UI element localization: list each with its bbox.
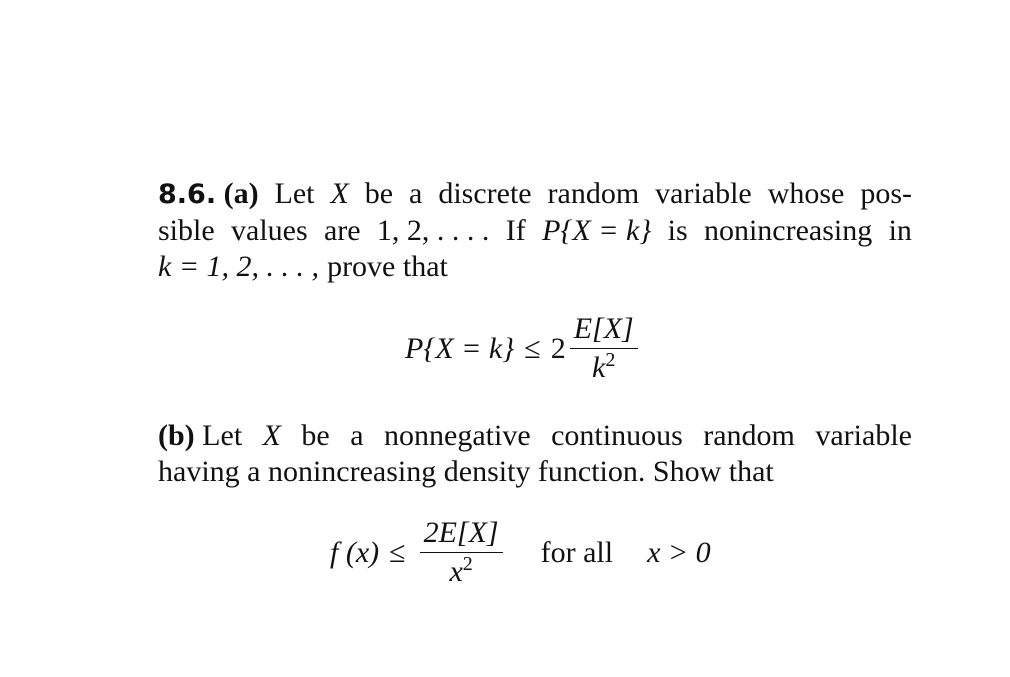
part-a-paragraph xyxy=(158,176,912,285)
word: in xyxy=(888,214,912,247)
inequality-a xyxy=(405,312,642,385)
math-expr: 1, 2, . . . . xyxy=(376,214,490,247)
math-var: X xyxy=(330,177,349,210)
fraction-denominator xyxy=(592,349,615,385)
part-b-line-2 xyxy=(158,454,912,490)
word: pos- xyxy=(860,177,912,210)
word: random xyxy=(703,419,795,452)
word: nonincreasing xyxy=(703,214,873,247)
word: nonnegative xyxy=(384,419,531,452)
word: are xyxy=(323,214,361,247)
fraction xyxy=(420,516,503,589)
coefficient: 2 xyxy=(550,331,566,365)
part-a-line-1 xyxy=(158,176,912,213)
word: random xyxy=(547,177,640,210)
inequality-b xyxy=(330,516,711,589)
word: a xyxy=(409,177,423,210)
math-expr: P{X = k} xyxy=(542,214,652,247)
part-b-heading xyxy=(158,418,242,454)
problem-number: 8.6. xyxy=(158,179,217,210)
denominator-base: x xyxy=(449,555,463,588)
inequality-lhs: f (x) xyxy=(330,535,380,569)
word: Let xyxy=(274,177,315,210)
problem-heading xyxy=(158,176,259,213)
denominator-base: k xyxy=(592,351,606,384)
inequality-lhs: P{X = k} xyxy=(405,331,515,365)
text: having a nonincreasing density function. Show that xyxy=(158,455,774,488)
math-expr: k = 1, 2, . . . , xyxy=(158,250,320,283)
word: discrete xyxy=(438,177,532,210)
text: prove that xyxy=(327,250,448,283)
denominator-exponent: 2 xyxy=(462,553,473,575)
denominator-exponent: 2 xyxy=(605,349,616,371)
math-var: X xyxy=(262,419,281,452)
part-b-paragraph xyxy=(158,418,912,490)
word: variable xyxy=(815,419,912,452)
word: a xyxy=(350,419,364,452)
word: be xyxy=(301,419,330,452)
word: be xyxy=(364,177,394,210)
part-b-line-1 xyxy=(158,418,912,454)
condition-expr: x > 0 xyxy=(647,535,711,569)
leq-symbol: ≤ xyxy=(389,535,406,569)
word: If xyxy=(505,214,526,247)
word: continuous xyxy=(551,419,683,452)
word: Let xyxy=(202,419,243,452)
part-a-line-2 xyxy=(158,213,912,249)
word: sible xyxy=(158,214,215,247)
fraction-numerator: 2E[X] xyxy=(420,516,503,553)
leq-symbol: ≤ xyxy=(524,331,541,365)
word: is xyxy=(667,214,688,247)
fraction-numerator: E[X] xyxy=(570,312,638,349)
fraction xyxy=(570,312,638,385)
word: values xyxy=(231,214,308,247)
part-a-line-3 xyxy=(158,249,912,285)
condition-text: for all xyxy=(540,535,614,569)
fraction-denominator xyxy=(449,553,472,589)
part-b-label: (b) xyxy=(158,419,195,452)
word: variable xyxy=(655,177,752,210)
part-a-label: (a) xyxy=(223,177,259,210)
word: whose xyxy=(767,177,845,210)
